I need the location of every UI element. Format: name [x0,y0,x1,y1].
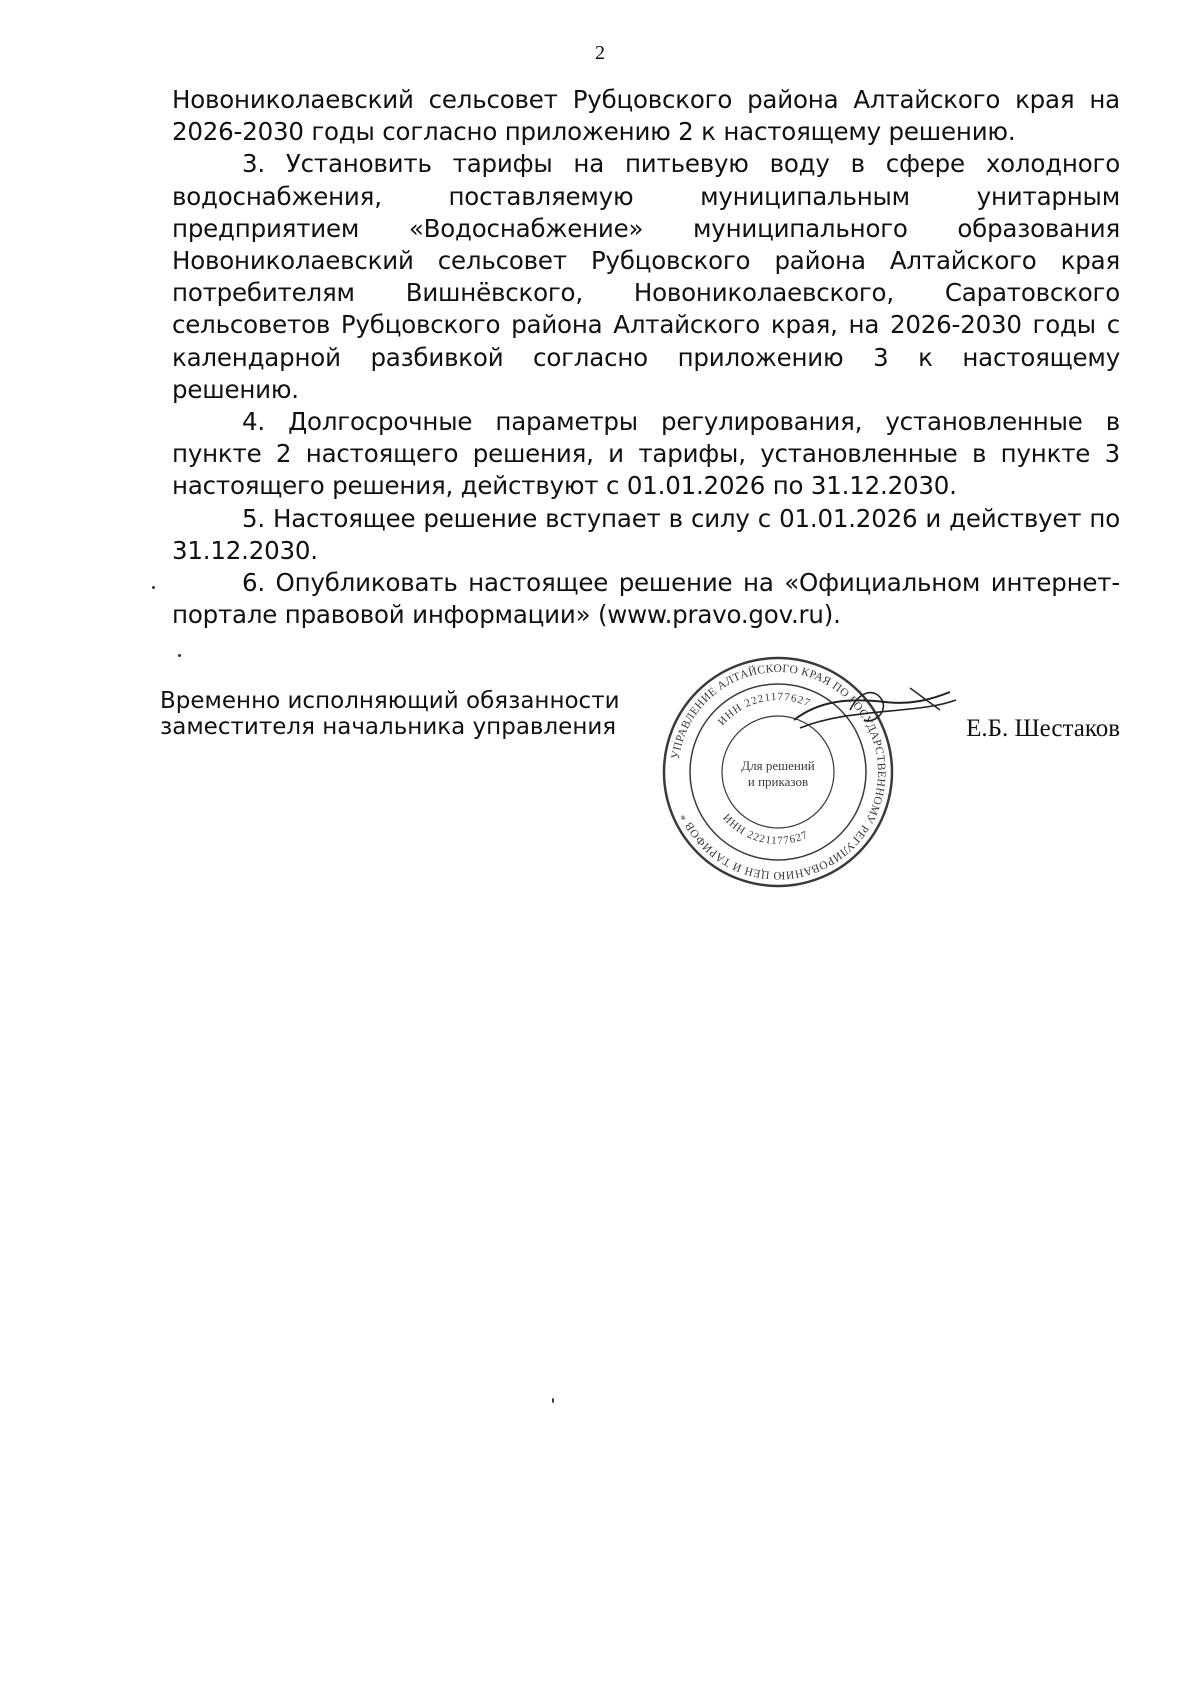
stamp-inn-top: ИНН 2221177627 [715,690,813,729]
scan-speck [552,1398,554,1403]
signer-position-line-1: Временно исполняющий обязанности [160,688,620,714]
paragraph-item-3: 3. Установить тарифы на питьевую воду в сфере холодного водоснабжения, поставляемую муниципальным унитарным предприятием «Водоснабжение» муниципального образования Новониколаевский сельсовет Рубцовского района Алтайского края потребителям Вишнёвского, Новониколаевского, Саратовского сельсоветов Рубцовского района Алтайского края, на 2026-2030 годы с календарной разбивкой согласно приложению 3 к настоящему решению. [172,149,1120,404]
paragraph-continuation: Новониколаевский сельсовет Рубцовского района Алтайского края на 2026-2030 годы согласно приложению 2 к настоящему решению. [172,85,1120,147]
scan-speck [178,654,181,657]
page-number: 2 [595,42,605,64]
stamp-inn-bottom: ИНН 2221177627 [720,811,811,848]
signer-position-line-2: заместителя начальника управления [160,714,617,740]
paragraph-item-4: 4. Долгосрочные параметры регулирования, установленные в пункте 2 настоящего решения, и тарифы, установленные в пункте 3 настоящего решения, действуют с 01.01.2026 по 31.12.2030. [172,407,1120,501]
svg-text:ИНН 2221177627 [720,812,810,847]
stamp-outer-text: УПРАВЛЕНИЕ АЛТАЙСКОГО КРАЯ ПО ГОСУДАРСТВЕННОМУ РЕГУЛИРОВАНИЮ ЦЕН И ТАРИФОВ * [669,662,888,882]
paragraph-item-5: 5. Настоящее решение вступает в силу с 01.01.2026 и действует по 31.12.2030. [172,503,1120,565]
stamp-center-line-2: и приказов [747,774,809,789]
document-body [172,84,1120,631]
signer-position [160,688,620,740]
scan-speck [152,586,155,589]
signer-name: Е.Б. Шестаков [966,715,1120,742]
paragraph-item-6: 6. Опубликовать настоящее решение на «Официальном интернет-портале правовой информации» (www.pravo.gov.ru). [172,568,1120,630]
stamp-center-line-1: Для решений [741,758,815,773]
handwritten-signature [790,680,960,750]
